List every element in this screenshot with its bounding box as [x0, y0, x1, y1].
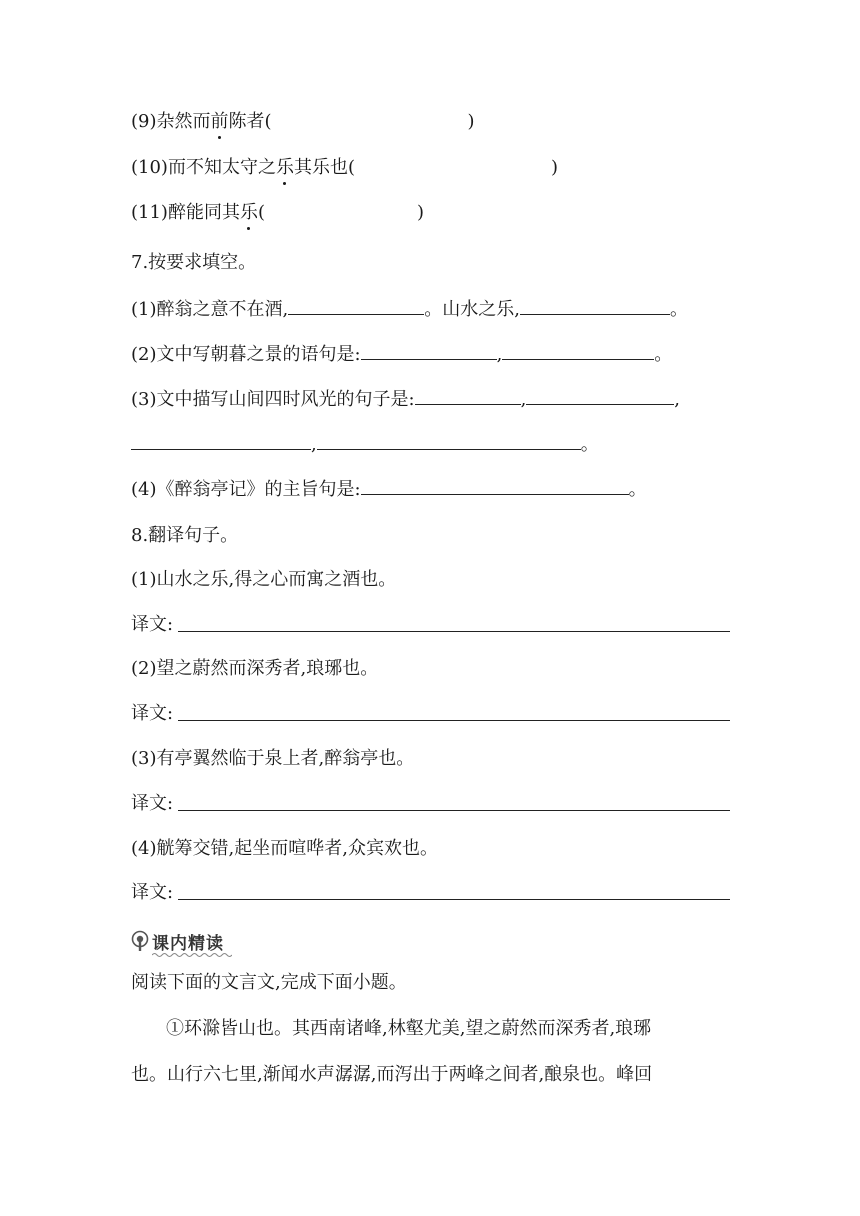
reading-icon: [130, 930, 150, 952]
blank-q7-4[interactable]: [361, 477, 629, 495]
question-7-line-5: [131, 477, 647, 501]
question-9-text-end: 陈者(: [228, 111, 272, 132]
sentence-2: (2)望之蔚然而深秀者,琅琊也。: [131, 658, 379, 679]
q7-3-comma: ,: [520, 389, 527, 410]
q7-4-end: 。: [580, 434, 599, 455]
blank-q7-3d[interactable]: [317, 432, 581, 450]
sentence-1: (1)山水之乐,得之心而寓之酒也。: [131, 569, 397, 590]
question-7-line-4: [131, 432, 599, 456]
question-9-dotted-char: 前: [210, 111, 229, 132]
question-8-title: 8.翻译句子。: [131, 525, 239, 546]
q7-2-end: 。: [654, 344, 673, 365]
blank-q7-2a[interactable]: [361, 342, 497, 360]
question-9: [131, 110, 475, 134]
question-10: [131, 156, 558, 180]
translation-3-line[interactable]: [178, 810, 730, 811]
paren-close: ): [467, 111, 475, 132]
blank-q7-2b[interactable]: [502, 342, 654, 360]
question-10-text-end: 其乐也(: [293, 157, 355, 178]
q7-3-text: (3)文中描写山间四时风光的句子是:: [131, 389, 415, 410]
question-11-dotted-char: 乐: [239, 202, 258, 223]
section-badge-label: 课内精读: [152, 933, 224, 954]
sentence-3: (3)有亭翼然临于泉上者,醉翁亭也。: [131, 748, 415, 769]
translation-1-label: 译文:: [131, 614, 174, 635]
q7-5-text: (4)《醉翁亭记》的主旨句是:: [131, 479, 361, 500]
question-10-dotted-char: 乐: [275, 157, 294, 178]
question-11-text: (11)醉能同其: [131, 202, 240, 223]
q7-2-text: (2)文中写朝暮之景的语句是:: [131, 344, 361, 365]
blank-q7-3c[interactable]: [131, 432, 311, 450]
q7-1-text-mid: 。山水之乐,: [424, 299, 520, 320]
translation-2-line[interactable]: [178, 720, 730, 721]
passage-line-2: 也。山行六七里,渐闻水声潺潺,而泻出于两峰之间者,酿泉也。峰回: [131, 1064, 653, 1085]
translation-3-label: 译文:: [131, 793, 174, 814]
q7-5-end: 。: [628, 479, 647, 500]
question-10-text: (10)而不知太守之: [131, 157, 276, 178]
blank-q7-1b[interactable]: [520, 297, 670, 315]
q7-3-comma-2: ,: [674, 389, 681, 410]
q7-1-text: (1)醉翁之意不在酒,: [131, 299, 289, 320]
question-9-text: (9)杂然而: [131, 111, 211, 132]
q7-2-comma: ,: [496, 344, 503, 365]
translation-4-label: 译文:: [131, 882, 174, 903]
question-7-line-1: [131, 297, 688, 321]
translation-2-label: 译文:: [131, 703, 174, 724]
question-11-text-end: (: [257, 202, 265, 223]
section-badge: [130, 928, 224, 954]
paren-close: ): [416, 202, 425, 223]
question-7-line-3: [131, 387, 680, 411]
blank-q7-3b[interactable]: [526, 387, 674, 405]
paren-close: ): [550, 157, 559, 178]
translation-4-line[interactable]: [178, 899, 730, 900]
blank-q7-3a[interactable]: [415, 387, 521, 405]
translation-1-line[interactable]: [178, 631, 730, 632]
q7-4-comma: ,: [311, 434, 317, 455]
sentence-4: (4)觥筹交错,起坐而喧哗者,众宾欢也。: [131, 838, 438, 859]
reading-instruction: 阅读下面的文言文,完成下面小题。: [131, 972, 407, 993]
wave-underline: [152, 952, 232, 958]
question-7-line-2: [131, 342, 672, 366]
blank-q7-1a[interactable]: [288, 297, 424, 315]
q7-1-end: 。: [669, 299, 688, 320]
passage-line-1: ①环滁皆山也。其西南诸峰,林壑尤美,望之蔚然而深秀者,琅琊: [166, 1018, 652, 1039]
question-11: [131, 201, 424, 225]
question-7-title: 7.按要求填空。: [131, 252, 257, 273]
